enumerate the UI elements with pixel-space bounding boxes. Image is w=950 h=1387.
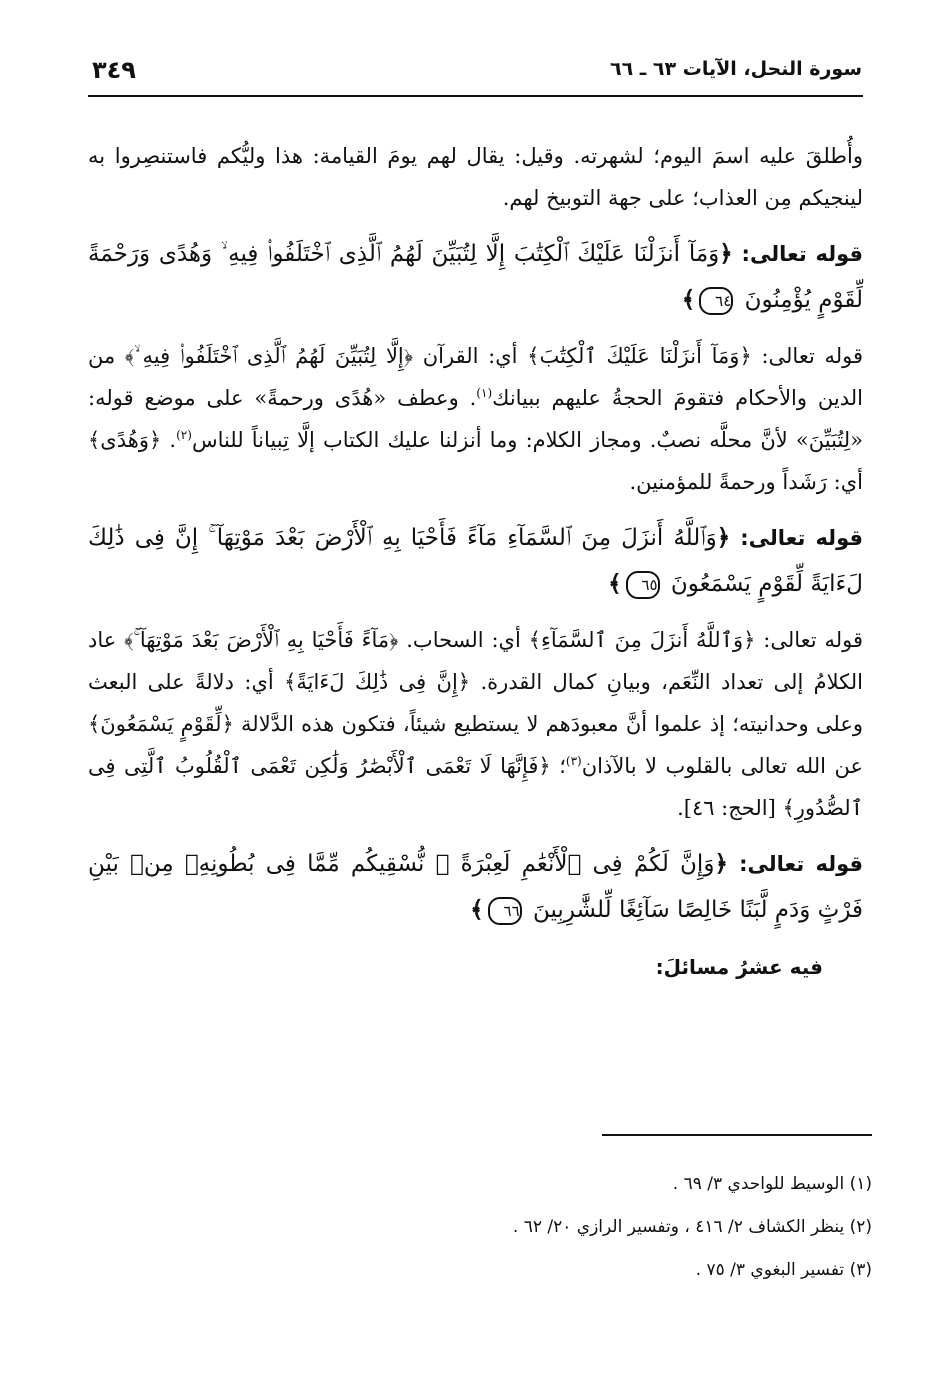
verse-close-bracket: ﴾ [470,897,484,923]
text-run: عن الله تعالى بالقلوب لا بالآذان [581,754,863,778]
quran-quote: ﴿وَهُدًى﴾ [88,428,162,452]
quran-quote: ﴿وَمَآ أَنزَلْنَا عَلَيْكَ ٱلْكِتَٰبَ﴾ [527,344,752,368]
commentary-65 [88,619,863,829]
footnotes [87,1170,872,1299]
ayah-number-badge: ٦٤ [699,287,733,315]
verse-65 [88,515,863,607]
text-run: أي: دلالةً على البعث وعلى وحدانيته؛ إذ علموا أنَّ معبودَهم لا يستطيع شيئاً، فتكون هذه الدَّلالة [88,670,863,736]
footnote-ref-3: (٣) [565,754,582,768]
footnote-3: (٣) تفسير البغوي ٣/ ٧٥ . [695,1260,872,1280]
verse-66 [88,841,863,933]
header-rule [88,95,863,97]
verse-open-bracket: ﴿ [719,241,733,267]
text-run: عاد الكلامُ إلى تعداد النِّعَم، وبيانِ كمال القدرة. [88,628,864,694]
quran-quote: ﴿إِلَّا لِتُبَيِّنَ لَهُمُ ٱلَّذِى ٱخْتَلَفُوا۟ فِيهِ ۙ﴾ [124,344,414,368]
quran-quote: ﴿إِنَّ فِى ذَٰلِكَ لَءَايَةً﴾ [284,670,471,694]
text-run: من الدين والأحكام فتقومَ الحجةُ عليهم ببيانك [88,344,864,410]
verse-text: وَمَآ أَنزَلْنَا عَلَيْكَ ٱلْكِتَٰبَ إِلَّا لِتُبَيِّنَ لَهُمُ ٱلَّذِى ٱخْتَلَفُوا۟ فِيهِ ۙ وَهُدًى وَرَحْمَةً لِّقَوْمٍ يُؤْمِنُونَ [88,241,863,313]
paragraph-intro: وأُطلقَ عليه اسمَ اليوم؛ لشهرته. وقيل: يقال لهم يومَ القيامة: هذا وليُّكم فاستنصِروا به لينجيكم مِن العذاب؛ على جهة التوبيخ لهم. [88,144,863,210]
verse-close-bracket: ﴾ [608,571,622,597]
commentary-64 [88,335,863,503]
footnote-ref-1: (١) [476,386,493,400]
verse-close-bracket: ﴾ [681,287,696,313]
footnote-separator [602,1134,872,1136]
footnote-2: (٢) ينظر الكشاف ٢/ ٤١٦ ، وتفسير الرازي ٢٠/ ٦٢ . [512,1217,872,1237]
text-run: قوله تعالى: [751,344,864,368]
verse-text: وَٱللَّهُ أَنزَلَ مِنَ ٱلسَّمَآءِ مَآءً فَأَحْيَا بِهِ ٱلْأَرْضَ بَعْدَ مَوْتِهَآ ۚ إِنَّ فِى ذَٰلِكَ لَءَايَةً لِّقَوْمٍ يَسْمَعُونَ [88,525,863,597]
verse-lead: قوله تعالى: [740,526,863,550]
footnote-1: (١) الوسيط للواحدي ٣/ ٦٩ . [672,1174,872,1194]
text-run: قوله تعالى: [755,628,863,652]
issues-heading: فيه عشرُ مسائلَ: [655,955,823,979]
page-body [88,135,863,987]
text-run: أي: السحاب. [398,628,529,652]
footnote-ref-2: (٢) [176,428,192,442]
text-run: . وعطف «هُدًى ورحمةً» على موضع قوله: «لِتُبَيِّنَ» لأنَّ محلَّه نصبٌ. ومجاز الكلام: وما أنزلنا عليك الكتاب إلَّا تِبياناً للناس [88,386,863,452]
verse-lead: قوله تعالى: [739,852,864,876]
verse-text: وَإِنَّ لَكُمْ فِى ٱلْأَنْعَٰمِ لَعِبْرَةً ۖ نُّسْقِيكُم مِّمَّا فِى بُطُونِهِۦ مِنۢ بَيْنِ فَرْثٍ وَدَمٍ لَّبَنًا خَالِصًا سَآئِغًا لِّلشَّٰرِبِينَ [88,851,863,923]
verse-open-bracket: ﴿ [714,851,728,877]
quran-quote: ﴿فَإِنَّهَا لَا تَعْمَى ٱلْأَبْصَٰرُ وَلَٰكِن تَعْمَى ٱلْقُلُوبُ ٱلَّتِى فِى ٱلصُّدُورِ﴾ [88,754,863,820]
text-run: أي: القرآن [413,344,528,368]
text-run: [الحج: ٤٦]. [677,796,783,820]
verse-lead: قوله تعالى: [741,242,864,266]
page-number: ٣٤٩ [92,56,136,84]
quran-quote: ﴿وَٱللَّهُ أَنزَلَ مِنَ ٱلسَّمَآءِ﴾ [528,628,756,652]
text-run: . [161,428,177,452]
quran-quote: ﴿لِّقَوْمٍ يَسْمَعُونَ﴾ [88,712,234,736]
running-header-title: سورة النحل، الآيات ٦٣ ـ ٦٦ [609,58,862,80]
ayah-number-badge: ٦٦ [488,897,522,925]
text-run: أي: رَشَداً ورحمةً للمؤمنين. [629,470,863,494]
ayah-number-badge: ٦٥ [626,571,660,599]
quran-quote: ﴿مَآءً فَأَحْيَا بِهِ ٱلْأَرْضَ بَعْدَ مَوْتِهَآ ۚ﴾ [124,628,399,652]
verse-64 [88,231,863,323]
verse-open-bracket: ﴿ [716,525,731,551]
text-run: ؛ [550,754,566,778]
